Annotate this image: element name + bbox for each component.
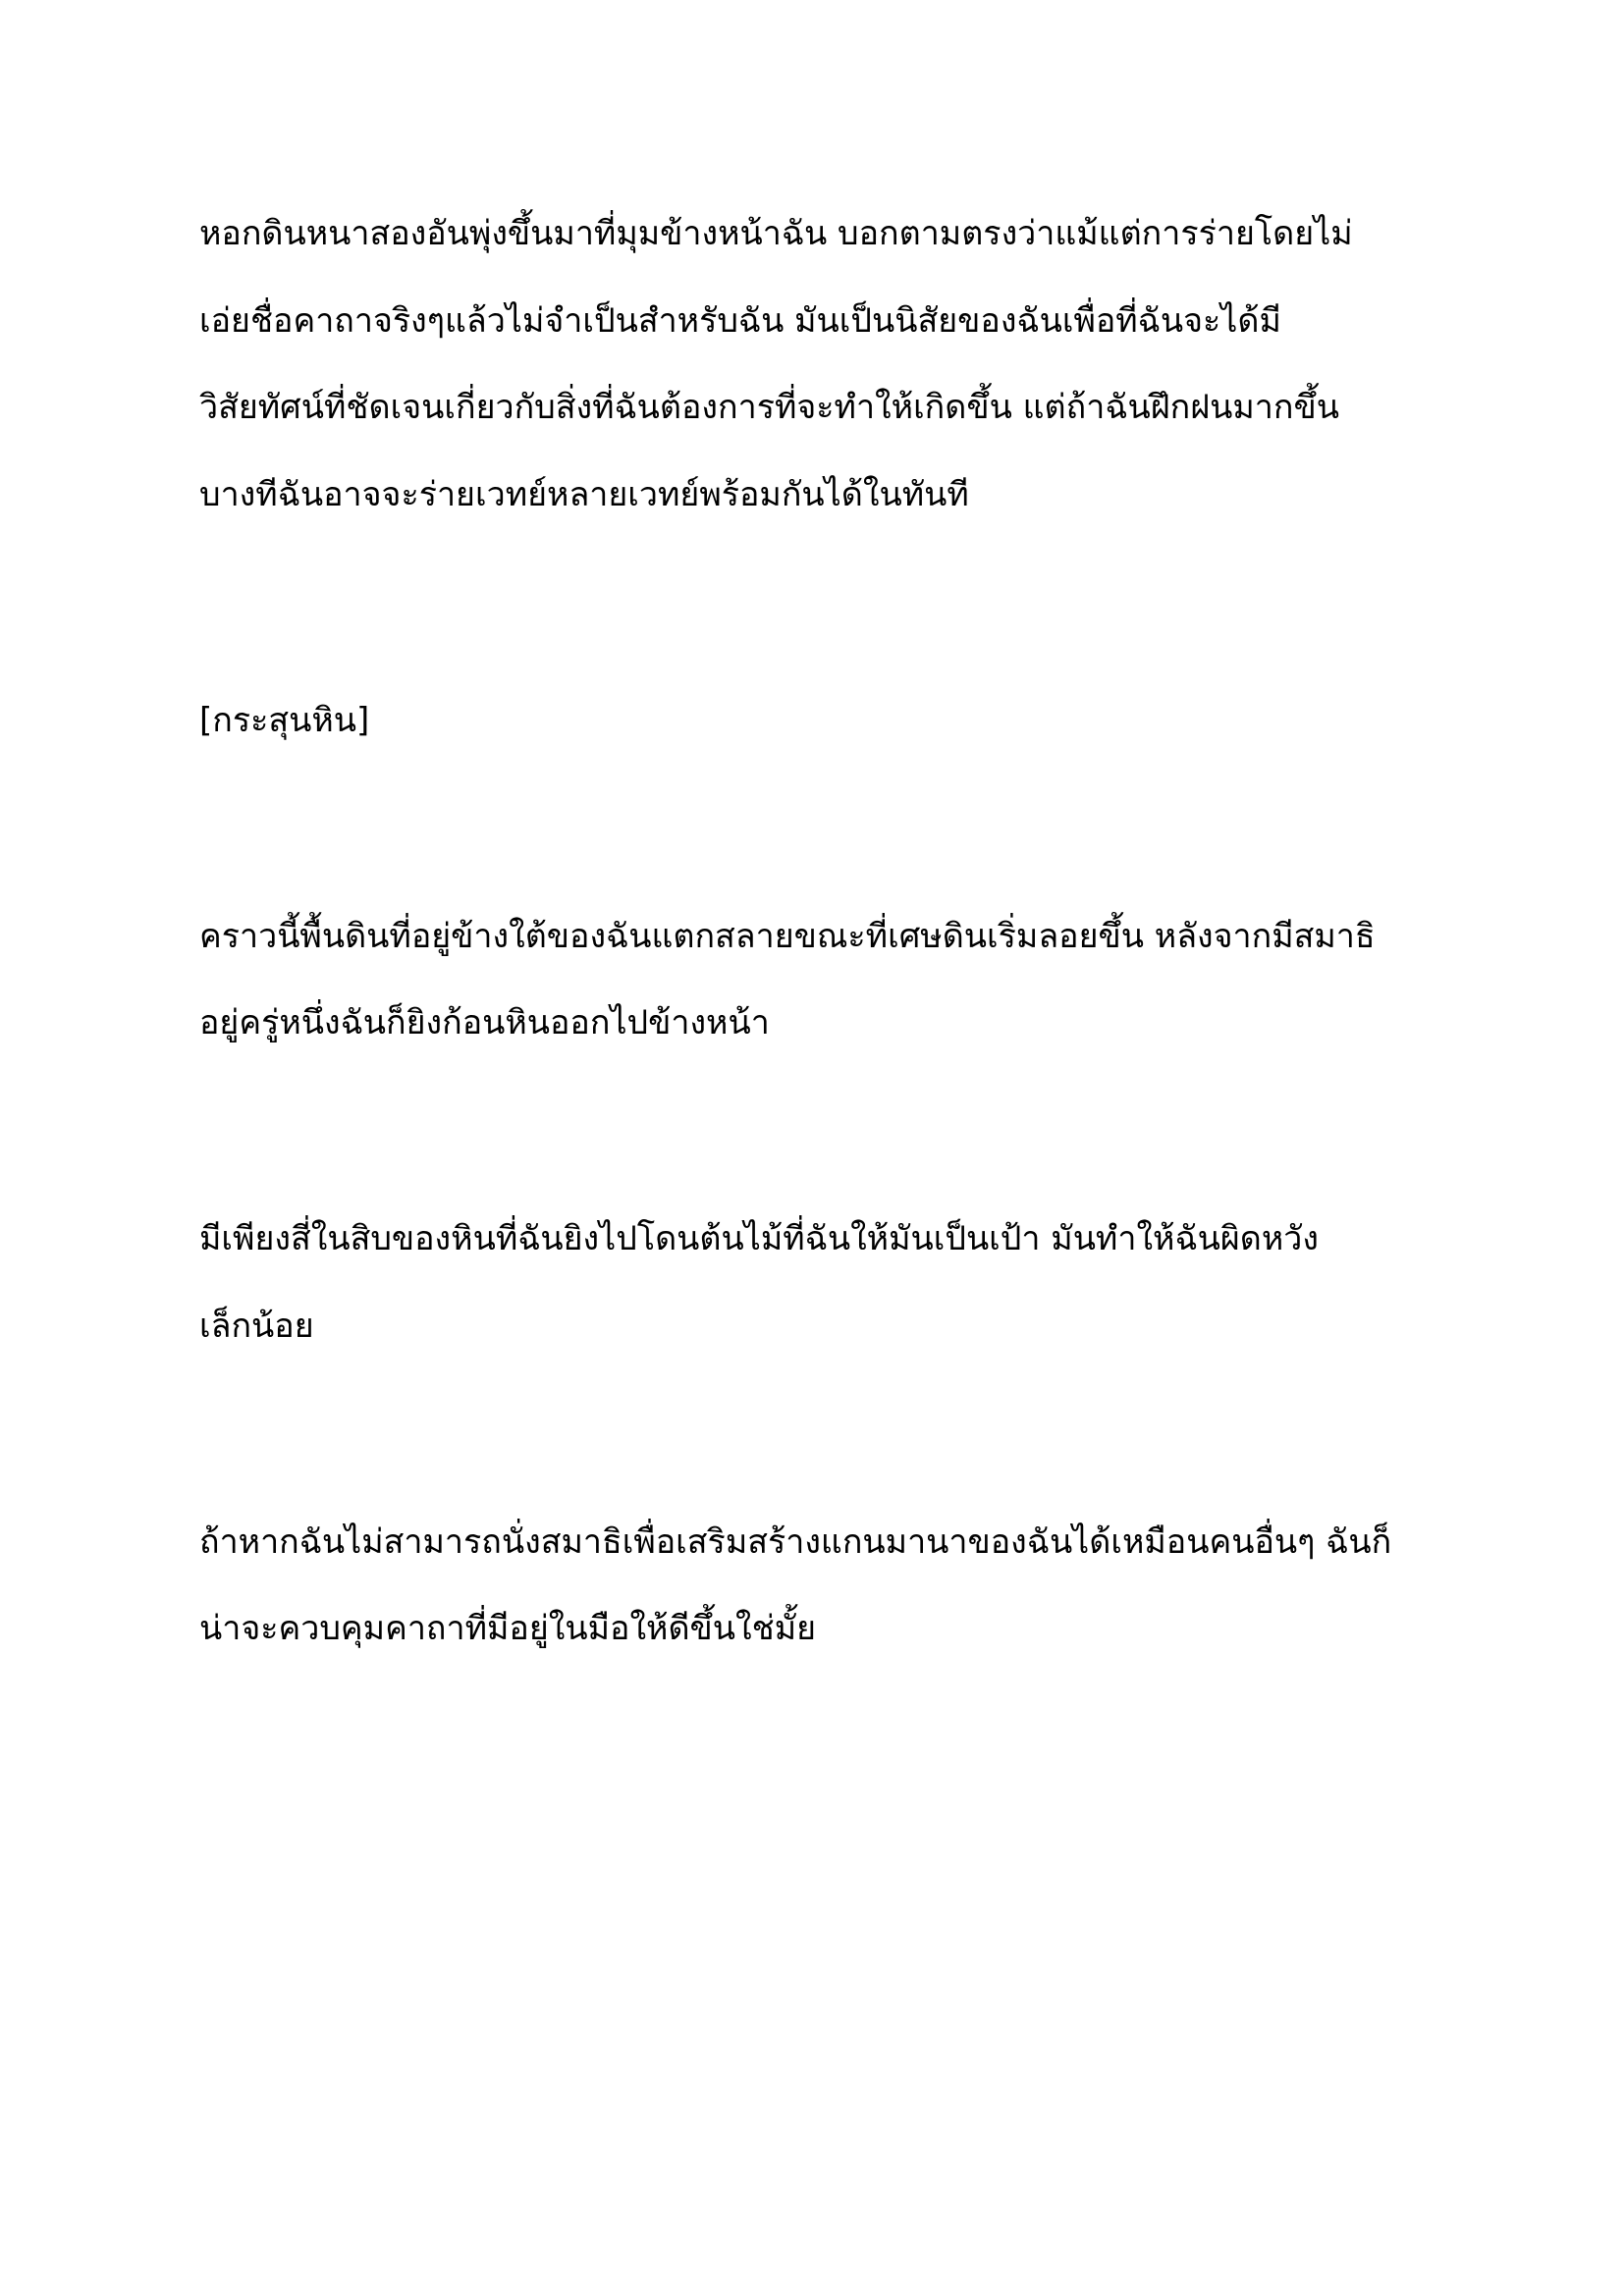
text-line: บางทีฉันอาจจะร่ายเวทย์หลายเวทย์พร้อมกันได้ในทันที [199, 475, 969, 514]
text-line: เอ่ยชื่อคาถาจริงๆแล้วไม่จำเป็นสำหรับฉัน มันเป็นนิสัยของฉันเพื่อที่ฉันจะได้มี [199, 301, 1281, 341]
text-line: คราวนี้พื้นดินที่อยู่ข้างใต้ของฉันแตกสลายขณะที่เศษดินเริ่มลอยขึ้น หลังจากมีสมาธิ [199, 917, 1376, 956]
text-line: อยู่ครู่หนึ่งฉันก็ยิงก้อนหินออกไปข้างหน้า [199, 1003, 770, 1042]
text-line: ถ้าหากฉันไม่สามารถนั่งสมาธิเพื่อเสริมสร้างแกนมานาของฉันได้เหมือนคนอื่นๆ ฉันก็ [199, 1522, 1392, 1562]
text-line: เล็กน้อย [199, 1307, 314, 1346]
text-line: [กระสุนหิน] [199, 701, 370, 740]
text-line: น่าจะควบคุมคาถาที่มีอยู่ในมือให้ดีขึ้นใช่มั้ย [199, 1609, 817, 1648]
text-line: หอกดินหนาสองอันพุ่งขึ้นมาที่มุมข้างหน้าฉัน บอกตามตรงว่าแม้แต่การร่ายโดยไม่ [199, 214, 1353, 253]
text-line: วิสัยทัศน์ที่ชัดเจนเกี่ยวกับสิ่งที่ฉันต้องการที่จะทำให้เกิดขึ้น แต่ถ้าฉันฝึกฝนมากขึ้น [199, 388, 1339, 427]
text-line: มีเพียงสี่ในสิบของหินที่ฉันยิงไปโดนต้นไม้ที่ฉันให้มันเป็นเป้า มันทำให้ฉันผิดหวัง [199, 1219, 1319, 1258]
